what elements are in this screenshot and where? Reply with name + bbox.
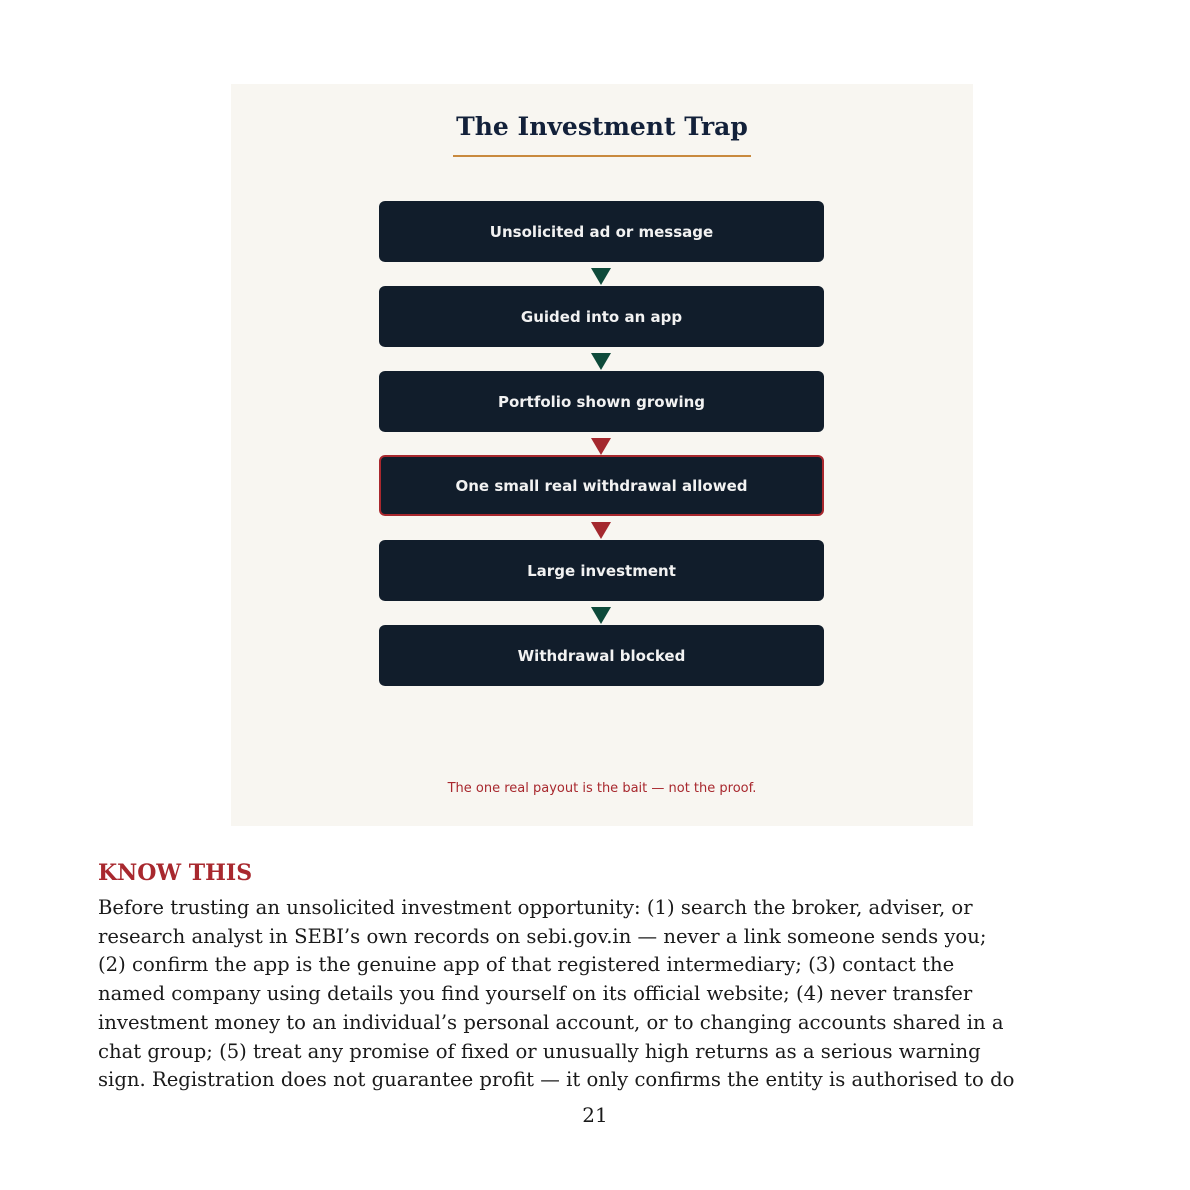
step-portfolio-growing: Portfolio shown growing [379,371,824,432]
step-small-withdrawal: One small real withdrawal allowed [379,455,824,516]
paragraph-line: chat group; (5) treat any promise of fixed or unusually high returns as a serious warning [98,1039,981,1063]
know-this-heading: KNOW THIS [98,860,253,886]
paragraph-line: sign. Registration does not guarantee profit — it only confirms the entity is authorised to do [98,1068,1015,1092]
step-withdrawal-blocked: Withdrawal blocked [379,625,824,686]
arrow-down-icon [591,522,611,539]
figure-caption: The one real payout is the bait — not the proof. [447,781,757,796]
investment-trap-figure [231,84,973,826]
page-number: 21 [582,1103,608,1127]
arrow-down-icon [591,438,611,455]
know-this-paragraph [98,894,1108,1095]
figure-title: The Investment Trap [456,112,748,141]
paragraph-line: Before trusting an unsolicited investment opportunity: (1) search the broker, adviser, or [98,896,973,919]
paragraph-line: research analyst in SEBI’s own records on sebi.gov.in — never a link someone sends you; [98,924,987,948]
title-underline [453,155,751,157]
arrow-down-icon [591,268,611,285]
arrow-down-icon [591,607,611,624]
paragraph-line: (2) confirm the app is the genuine app of that registered intermediary; (3) contact the [98,953,955,977]
paragraph-line: investment money to an individual’s personal account, or to changing accounts shared in a [98,1010,1004,1034]
step-unsolicited-ad: Unsolicited ad or message [379,201,824,262]
arrow-down-icon [591,353,611,370]
step-guided-into-app: Guided into an app [379,286,824,347]
paragraph-line: named company using details you find yourself on its official website; (4) never transfer [98,982,973,1006]
step-large-investment: Large investment [379,540,824,601]
